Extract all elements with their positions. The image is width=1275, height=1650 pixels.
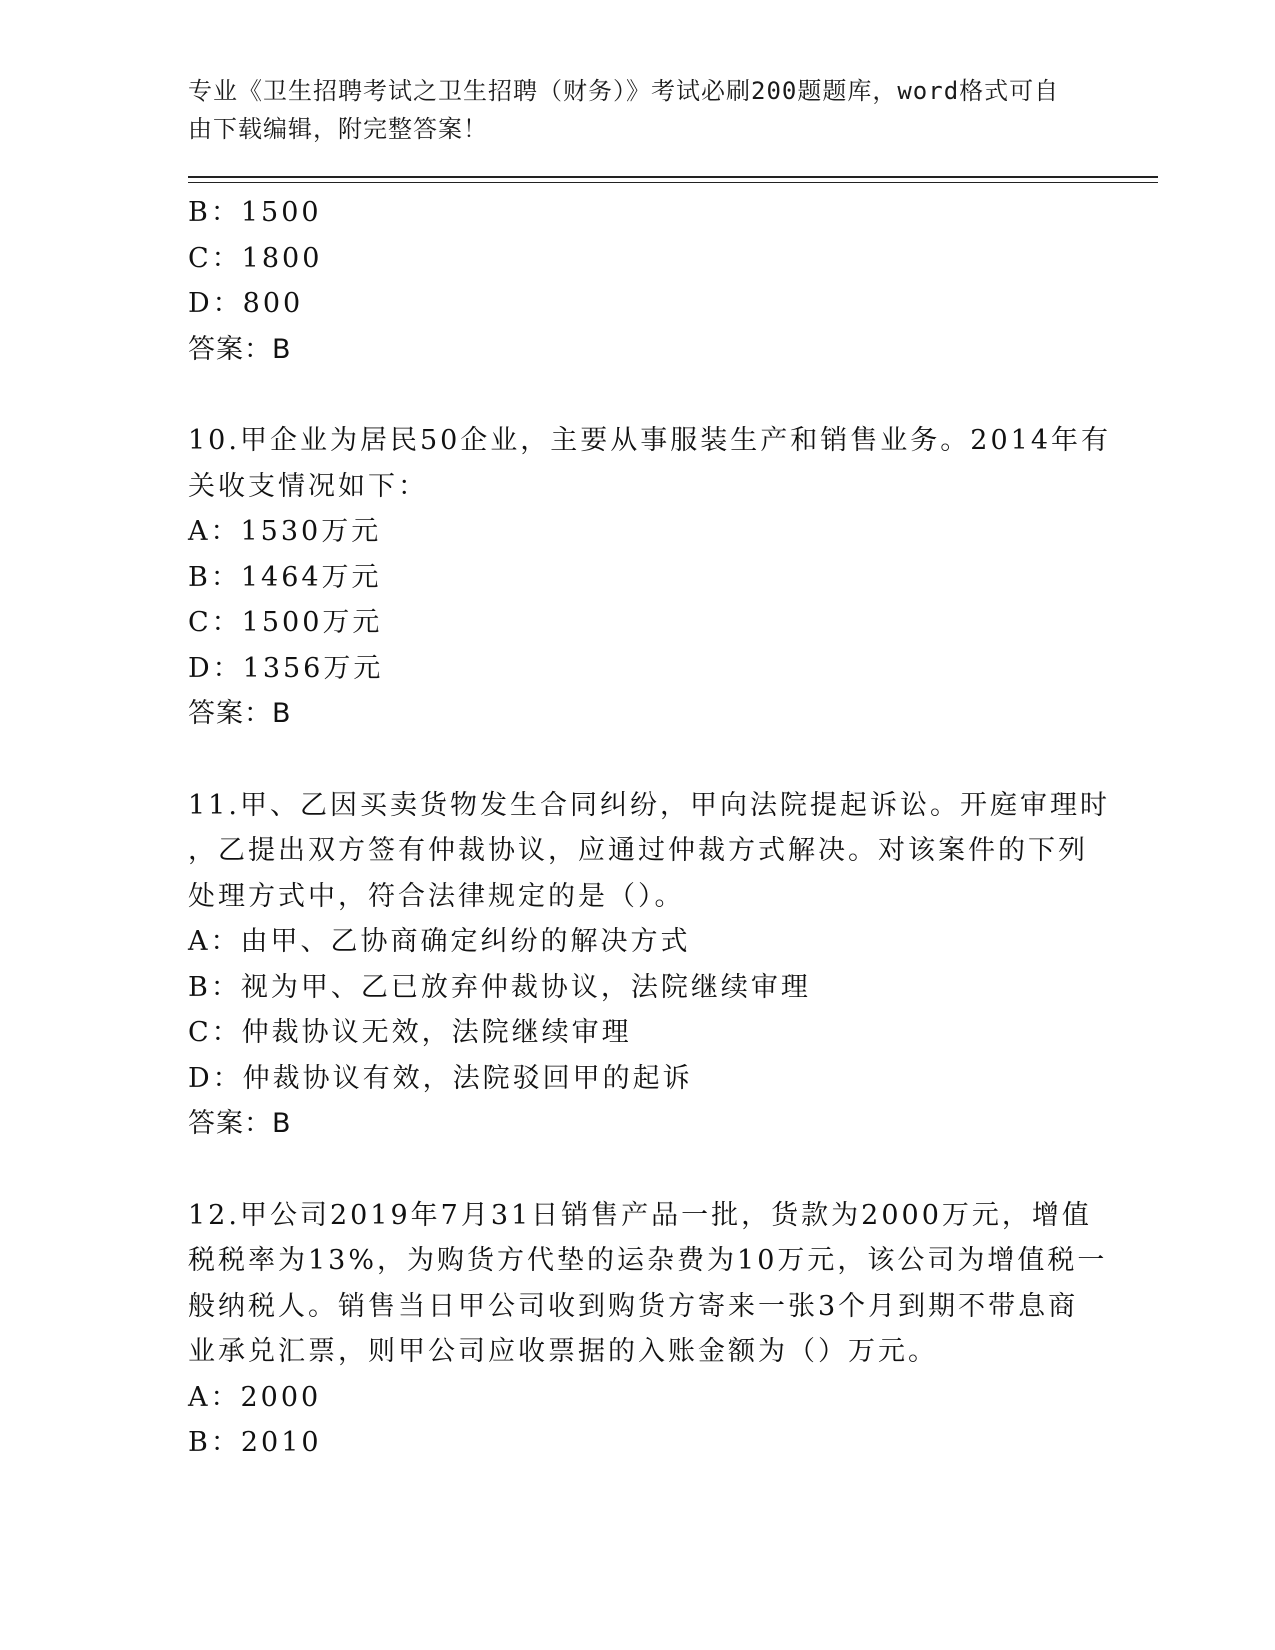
question-text-line: 处理方式中，符合法律规定的是（）。 xyxy=(188,880,685,912)
option-b: B：1500 xyxy=(188,197,322,228)
question-text-line: 11.甲、乙因买卖货物发生合同纠纷，甲向法院提起诉讼。开庭审理时 xyxy=(188,789,1110,821)
question-text-line: ，乙提出双方签有仲裁协议，应通过仲裁方式解决。对该案件的下列 xyxy=(188,835,1088,866)
option-d: D：仲裁协议有效，法院驳回甲的起诉 xyxy=(188,1062,693,1094)
question-text-line: 10.甲企业为居民50企业，主要从事服装生产和销售业务。2014年有 xyxy=(188,425,1112,456)
option-c: C：1800 xyxy=(188,242,323,274)
option-b: B：1464万元 xyxy=(188,561,382,593)
option-c: C：1500万元 xyxy=(188,607,383,638)
option-d: D：800 xyxy=(188,288,304,319)
question-text-line: 业承兑汇票，则甲公司应收票据的入账金额为（）万元。 xyxy=(188,1336,938,1367)
option-a: A：由甲、乙协商确定纠纷的解决方式 xyxy=(188,926,691,957)
question-block-11 xyxy=(188,783,1110,1147)
header-divider-thick xyxy=(188,176,1158,178)
question-block-9 xyxy=(188,190,1088,372)
option-a: A：1530万元 xyxy=(188,516,382,547)
header-divider-thin xyxy=(188,182,1158,183)
answer-line: 答案：B xyxy=(188,333,292,365)
header-line-2: 由下载编辑，附完整答案！ xyxy=(188,115,488,143)
option-c: C：仲裁协议无效，法院继续审理 xyxy=(188,1017,632,1048)
question-text-line: 般纳税人。销售当日甲公司收到购货方寄来一张3个月到期不带息商 xyxy=(188,1290,1079,1322)
question-text-line: 税税率为13%，为购货方代垫的运杂费为10万元，该公司为增值税一 xyxy=(188,1245,1108,1276)
question-block-12 xyxy=(188,1193,1108,1466)
question-text-line: 12.甲公司2019年7月31日销售产品一批，货款为2000万元，增值 xyxy=(188,1199,1092,1231)
option-d: D：1356万元 xyxy=(188,652,384,684)
page-header xyxy=(188,72,1068,148)
question-list xyxy=(188,190,1112,1466)
option-b: B：视为甲、乙已放弃仲裁协议，法院继续审理 xyxy=(188,971,811,1003)
question-text-line: 关收支情况如下： xyxy=(188,470,428,502)
header-line-1: 专业《卫生招聘考试之卫生招聘（财务）》考试必刷200题题库，word格式可自 xyxy=(188,77,1060,105)
answer-line: 答案：B xyxy=(188,698,292,729)
option-b: B：2010 xyxy=(188,1427,322,1458)
answer-line: 答案：B xyxy=(188,1108,292,1139)
question-block-10 xyxy=(188,418,1112,737)
option-a: A：2000 xyxy=(188,1381,322,1413)
